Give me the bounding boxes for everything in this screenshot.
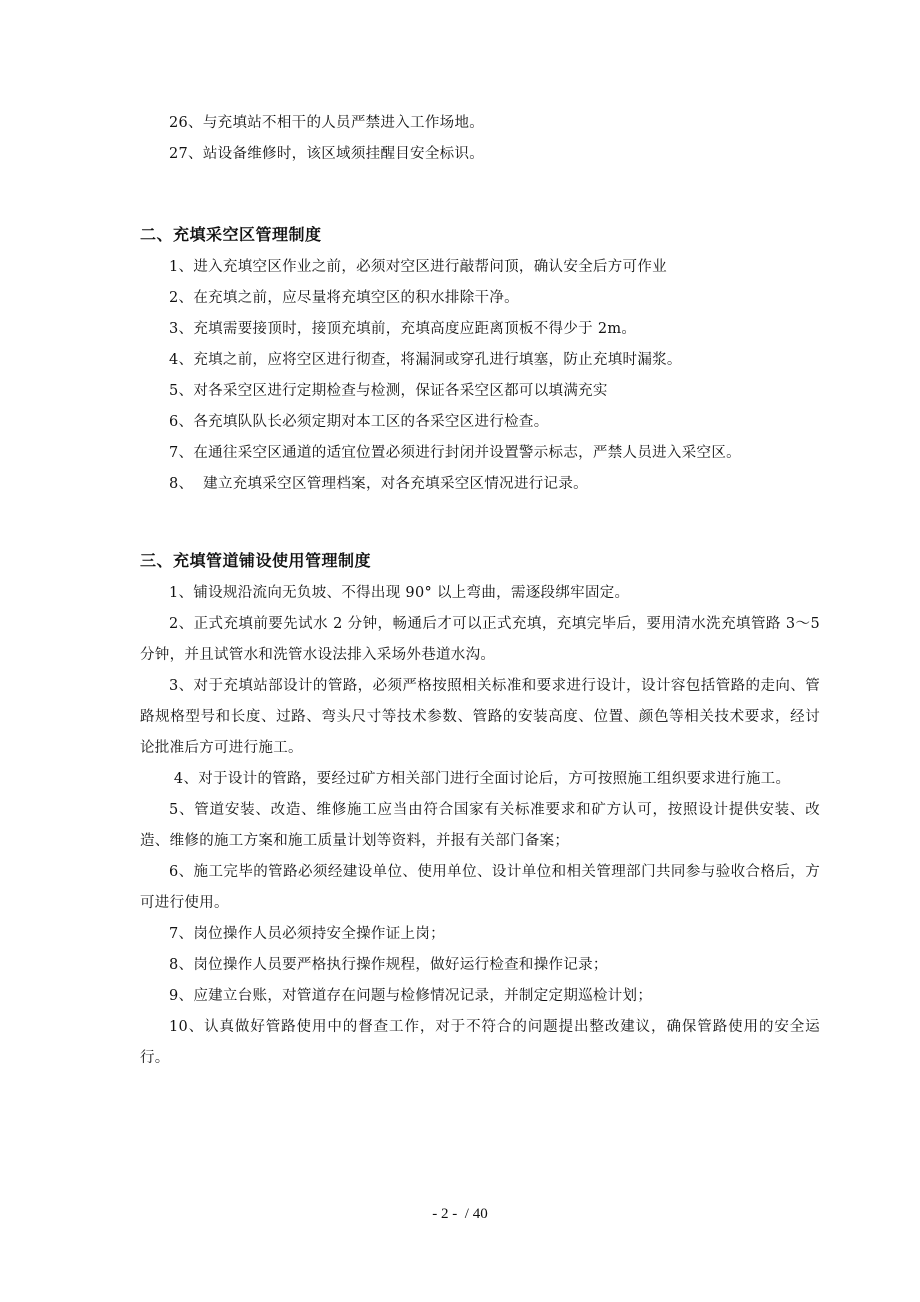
section-spacer <box>140 170 820 218</box>
pipeline-rule-2: 2、正式充填前要先试水 2 分钟，畅通后才可以正式充填，充填完毕后，要用清水洗充填管路 3～5 分钟，并且试管水和洗管水设法排入采场外巷道水沟。 <box>140 616 820 663</box>
pipeline-rule-5: 5、管道安装、改造、维修施工应当由符合国家有关标准要求和矿方认可，按照设计提供安装、改造、维修的施工方案和施工质量计划等资料，并报有关部门备案； <box>140 802 820 849</box>
pipeline-rule-6: 6、施工完毕的管路必须经建设单位、使用单位、设计单位和相关管理部门共同参与验收合格后，方可进行使用。 <box>140 864 820 911</box>
section-spacer <box>140 500 820 544</box>
pipeline-rule-10: 10、认真做好管路使用中的督查工作，对于不符合的问题提出整改建议，确保管路使用的安全运行。 <box>140 1019 820 1066</box>
section-heading-backfill-goaf: 二、充填采空区管理制度 <box>140 225 322 244</box>
goaf-rule-8: 8、 建立充填采空区管理档案，对各充填采空区情况进行记录。 <box>169 476 588 492</box>
page-number: - 2 - / 40 <box>432 1206 488 1222</box>
pipeline-rule-9: 9、应建立台账，对管道存在问题与检修情况记录，并制定定期巡检计划； <box>169 988 653 1004</box>
goaf-rule-1: 1、进入充填空区作业之前，必须对空区进行敲帮问顶，确认安全后方可作业 <box>169 259 667 275</box>
pipeline-rule-7: 7、岗位操作人员必须持安全操作证上岗； <box>169 926 445 942</box>
goaf-rule-7: 7、在通往采空区通道的适宜位置必须进行封闭并设置警示标志，严禁人员进入采空区。 <box>169 445 741 461</box>
pipeline-rule-1: 1、铺设规沿流向无负坡、不得出现 90° 以上弯曲，需逐段绑牢固定。 <box>169 585 630 601</box>
rule-item-26: 26、与充填站不相干的人员严禁进入工作场地。 <box>169 115 485 131</box>
goaf-rule-5: 5、对各采空区进行定期检查与检测，保证各采空区都可以填满充实 <box>169 383 608 399</box>
section-heading-pipeline: 三、充填管道铺设使用管理制度 <box>140 551 372 570</box>
document-body <box>140 108 820 1074</box>
rule-item-27: 27、站设备维修时，该区域须挂醒目安全标识。 <box>169 146 485 162</box>
goaf-rule-6: 6、各充填队队长必须定期对本工区的各采空区进行检查。 <box>169 414 549 430</box>
pipeline-rule-4: 4、对于设计的管路，要经过矿方相关部门进行全面讨论后，方可按照施工组织要求进行施工。 <box>169 771 791 787</box>
goaf-rule-2: 2、在充填之前，应尽量将充填空区的积水排除干净。 <box>169 290 519 306</box>
pipeline-rule-8: 8、岗位操作人员要严格执行操作规程，做好运行检查和操作记录； <box>169 957 608 973</box>
goaf-rule-4: 4、充填之前，应将空区进行彻查，将漏洞或穿孔进行填塞，防止充填时漏浆。 <box>169 352 682 368</box>
pipeline-rule-3: 3、对于充填站部设计的管路，必须严格按照相关标准和要求进行设计，设计容包括管路的走向、管路规格型号和长度、过路、弯头尺寸等技术参数、管路的安装高度、位置、颜色等相关技术要求，经讨论批准后方可进行施工。 <box>140 678 820 756</box>
goaf-rule-3: 3、充填需要接顶时，接顶充填前，充填高度应距离顶板不得少于 2m。 <box>169 321 637 337</box>
